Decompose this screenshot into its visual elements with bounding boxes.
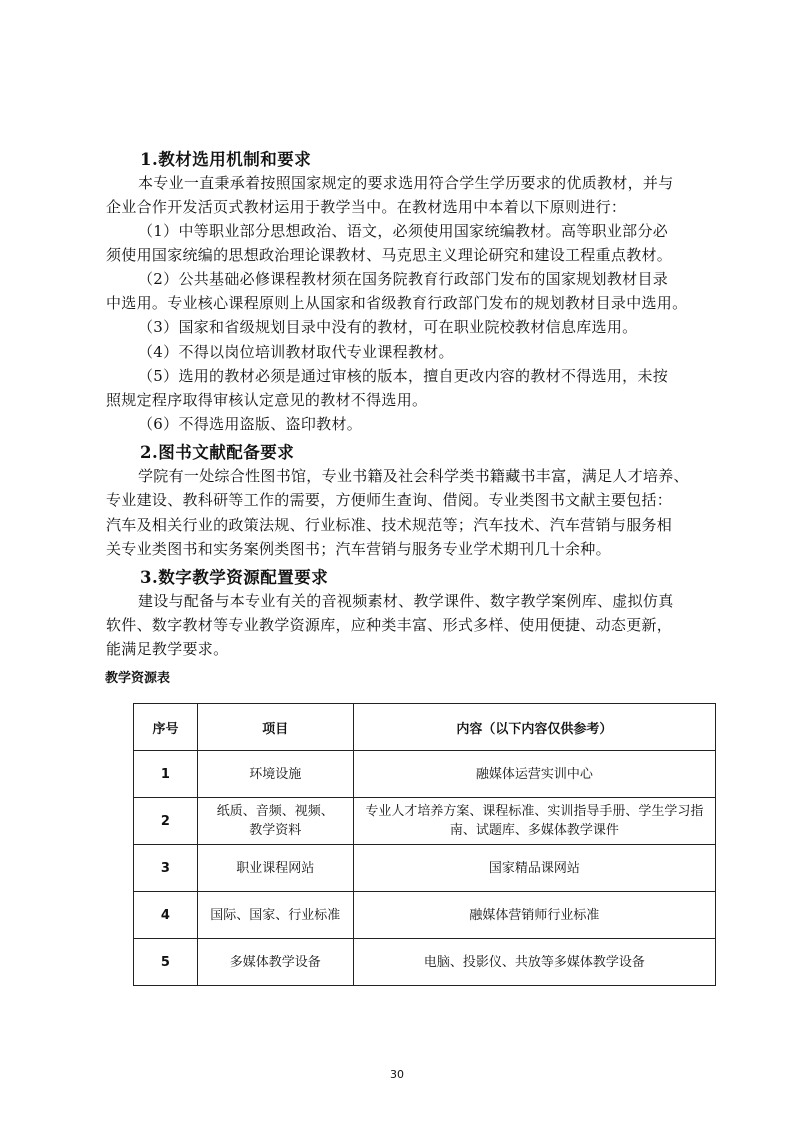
paragraph-line: 学院有一处综合性图书馆，专业书籍及社会科学类书籍藏书丰富，满足人才培养、 [138,467,689,485]
paragraph-line: 专业建设、教科研等工作的需要，方便师生查询、借阅。专业类图书文献主要包括： [106,491,673,509]
paragraph-line: （6）不得选用盗版、盗印教材。 [138,415,363,433]
paragraph-line: （1）中等职业部分思想政治、语文，必须使用国家统编教材。高等职业部分必 [138,222,669,240]
paragraph-line: 软件、数字教材等专业教学资源库，应种类丰富、形式多样、使用便捷、动态更新， [106,616,673,634]
paragraph-line: 中选用。专业核心课程原则上从国家和省级教育行政部门发布的规划教材目录中选用。 [106,294,688,312]
row-index: 1 [134,751,198,798]
section-heading-textbook: 1.教材选用机制和要求 [140,150,312,169]
row-index: 3 [134,845,198,892]
table-row [134,798,716,845]
row-item: 纸质、音频、视频、教学资料 [197,798,353,845]
paragraph-line: 照规定程序取得审核认定意见的教材不得选用。 [106,391,428,409]
paragraph-line: 能满足教学要求。 [106,640,229,658]
row-content: 专业人才培养方案、课程标准、实训指导手册、学生学习指南、试题库、多媒体教学课件 [353,798,715,845]
paragraph-line: （5）选用的教材必须是通过审核的版本，擅自更改内容的教材不得选用，未按 [138,367,669,385]
paragraph-line: 建设与配备与本专业有关的音视频素材、教学课件、数字教学案例库、虚拟仿真 [138,592,674,610]
section-heading-library: 2.图书文献配备要求 [140,443,295,462]
row-index: 2 [134,798,198,845]
paragraph-line: 企业合作开发活页式教材运用于教学当中。在教材选用中本着以下原则进行： [106,198,627,216]
paragraph-line: 关专业类图书和实务案例类图书；汽车营销与服务专业学术期刊几十余种。 [106,540,611,558]
table-caption: 教学资源表 [105,671,171,686]
row-content: 国家精品课网站 [353,845,715,892]
page-number: 30 [390,1068,404,1081]
table-row [134,751,716,798]
table-header-row [134,704,716,751]
row-item: 多媒体教学设备 [197,939,353,986]
header-item: 项目 [197,704,353,751]
row-item: 职业课程网站 [197,845,353,892]
row-content: 融媒体营销师行业标准 [353,892,715,939]
paragraph-line: 本专业一直秉承着按照国家规定的要求选用符合学生学历要求的优质教材，并与 [138,174,674,192]
row-index: 4 [134,892,198,939]
table-row [134,845,716,892]
table-row [134,939,716,986]
resource-table [133,703,716,986]
paragraph-line: （4）不得以岗位培训教材取代专业课程教材。 [138,343,454,361]
paragraph-line: 须使用国家统编的思想政治理论课教材、马克思主义理论研究和建设工程重点教材。 [106,246,673,264]
header-index: 序号 [134,704,198,751]
header-content: 内容（以下内容仅供参考） [353,704,715,751]
row-item: 环境设施 [197,751,353,798]
paragraph-line: （3）国家和省级规划目录中没有的教材，可在职业院校教材信息库选用。 [138,318,638,336]
row-index: 5 [134,939,198,986]
paragraph-line: 汽车及相关行业的政策法规、行业标准、技术规范等；汽车技术、汽车营销与服务相 [106,516,673,534]
row-item: 国际、国家、行业标准 [197,892,353,939]
table-row [134,892,716,939]
section-heading-digital: 3.数字教学资源配置要求 [140,568,329,587]
row-content: 融媒体运营实训中心 [353,751,715,798]
row-content: 电脑、投影仪、共放等多媒体教学设备 [353,939,715,986]
paragraph-line: （2）公共基础必修课程教材须在国务院教育行政部门发布的国家规划教材目录 [138,270,669,288]
